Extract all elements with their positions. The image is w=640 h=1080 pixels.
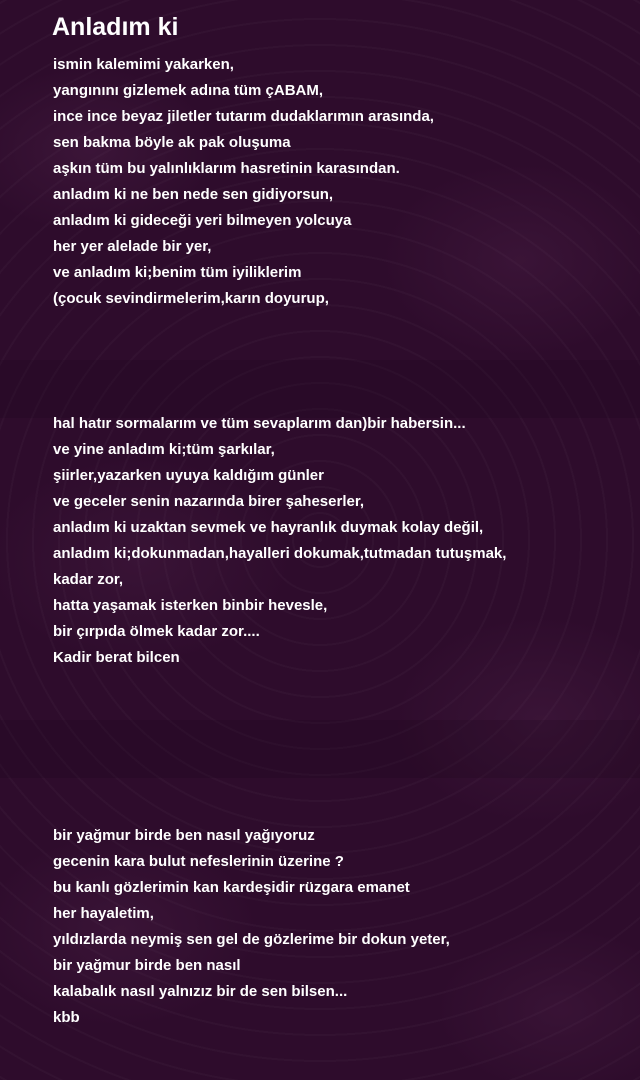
- poem-line: bir yağmur birde ben nasıl yağıyoruz: [53, 827, 315, 844]
- poem-stanza-2: [53, 411, 506, 671]
- poem-line: ve geceler senin nazarında birer şaheserler,: [53, 493, 365, 510]
- poem-line: kalabalık nasıl yalnızız bir de sen bilsen...: [53, 983, 348, 1000]
- poem-line: ve anladım ki;benim tüm iyiliklerim: [53, 264, 302, 281]
- poem-line: her yer alelade bir yer,: [53, 238, 212, 255]
- poem-stanza-3: [53, 823, 450, 1031]
- poem-stanza-1: [53, 52, 434, 312]
- poem-line: ismin kalemimi yakarken,: [53, 56, 234, 73]
- poem-line: anladım ki uzaktan sevmek ve hayranlık duymak kolay değil,: [53, 519, 484, 536]
- poem-line: bir çırpıda ölmek kadar zor....: [53, 623, 260, 640]
- poem-line: kadar zor,: [53, 571, 124, 588]
- poem-line: anladım ki gideceği yeri bilmeyen yolcuya: [53, 212, 352, 229]
- poem-line: şiirler,yazarken uyuya kaldığım günler: [53, 467, 324, 484]
- poem-line: anladım ki ne ben nede sen gidiyorsun,: [53, 186, 334, 203]
- background-band: [0, 360, 640, 418]
- poem-line: sen bakma böyle ak pak oluşuma: [53, 134, 291, 151]
- poem-title: Anladım ki: [52, 13, 179, 41]
- background-band: [0, 720, 640, 778]
- poem-line: her hayaletim,: [53, 905, 154, 922]
- poem-line: bu kanlı gözlerimin kan kardeşidir rüzgara emanet: [53, 879, 410, 896]
- poem-line: aşkın tüm bu yalınlıklarım hasretinin karasından.: [53, 160, 400, 177]
- poem-line: yıldızlarda neymiş sen gel de gözlerime bir dokun yeter,: [53, 931, 450, 948]
- poem-line: (çocuk sevindirmelerim,karın doyurup,: [53, 290, 329, 307]
- poem-line: anladım ki;dokunmadan,hayalleri dokumak,tutmadan tutuşmak,: [53, 545, 507, 562]
- poem-line: ince ince beyaz jiletler tutarım dudaklarımın arasında,: [53, 108, 434, 125]
- poem-author-line: Kadir berat bilcen: [53, 649, 180, 666]
- poem-signature-line: kbb: [53, 1009, 80, 1026]
- poem-line: hatta yaşamak isterken binbir hevesle,: [53, 597, 328, 614]
- poem-line: bir yağmur birde ben nasıl: [53, 957, 241, 974]
- poem-line: ve yine anladım ki;tüm şarkılar,: [53, 441, 275, 458]
- poem-line: gecenin kara bulut nefeslerinin üzerine ?: [53, 853, 344, 870]
- poem-line: yangınını gizlemek adına tüm çABAM,: [53, 82, 324, 99]
- poem-line: hal hatır sormalarım ve tüm sevaplarım dan)bir habersin...: [53, 415, 466, 432]
